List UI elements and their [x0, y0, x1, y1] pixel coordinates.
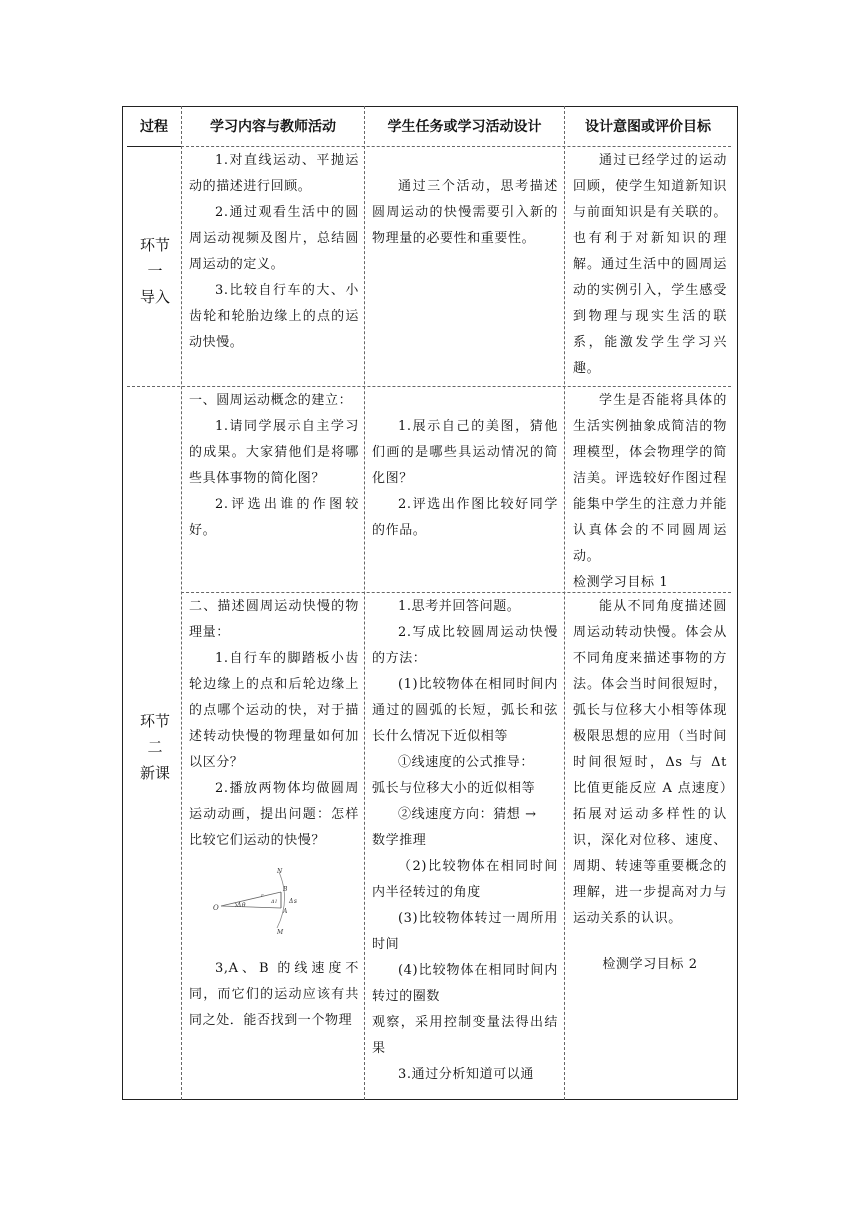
stage2-line1: 环节 [139, 712, 170, 730]
header-teacher-activity: 学习内容与教师活动 [210, 119, 336, 135]
stage2-part1-teacher-item: 1.请同学展示自主学习的成果。大家猜他们是将哪些具体事物的简化图？ [189, 419, 359, 486]
stage2-part1-student-item: 1.展示自己的美图，猜他们画的是哪些具运动情况的简化图？ [372, 419, 558, 486]
stage2-part1-student-item: 2.评选出作图比较好同学的作品。 [372, 497, 558, 538]
stage2-part2-teacher-continued: 3,A、B 的线速度不同，而它们的运动应该有共同之处．能否找到一个物理 [189, 961, 359, 1028]
row-rule-1 [127, 386, 731, 387]
stage1-teacher-item: 2.通过观看生活中的圆周运动视频及图片，总结圆周运动的定义。 [189, 205, 359, 272]
student-step: 2.写成比较圆周运动快慢的方法： [372, 625, 558, 666]
circle-arc-figure [211, 866, 307, 936]
stage2-part2-target: 检测学习目标 2 [602, 957, 698, 972]
stage1-teacher-item: 3.比较自行车的大、小齿轮和轮胎边缘上的点的运动快慢。 [189, 283, 359, 350]
stage1-intent-text: 通过已经学过的运动回顾，使学生知道新知识与前面知识是有关联的。也有利于对新知识的理解。通过生活中的圆周运动的实例引入，学生感受到物理与现实生活的联系，能激发学生学习兴趣。 [573, 153, 727, 376]
student-step-cont: 弧长与位移大小的近似相等 [372, 781, 536, 796]
col-divider-2 [364, 106, 365, 1100]
stage2-part1-teacher-title: 一、圆周运动概念的建立： [189, 393, 353, 408]
stage2-part1-teacher-cell [189, 388, 359, 544]
stage1-teacher-item: 1.对直线运动、平抛运动的描述进行回顾。 [189, 153, 359, 194]
stage2-part1-intent-text: 学生是否能将具体的生活实例抽象成简洁的物理模型，体会物理学的简洁美。评选较好作图过程能集中学生的注意力并能认真体会的不同圆周运动。 [573, 393, 727, 564]
stage2-line3: 新课 [139, 764, 170, 782]
stage2-part2-intent-cell [573, 594, 727, 978]
stage2-part2-teacher-title: 二、描述圆周运动快慢的物理量： [189, 599, 359, 640]
student-step: (1)比较物体在相同时间内通过的圆弧的长短，弧长和弦长什么情况下近似相等 [372, 677, 558, 744]
stage1-line2: 一 [147, 262, 163, 280]
stage1-line3: 导入 [139, 288, 170, 306]
radius-oa [221, 906, 281, 908]
stage2-line2: 二 [147, 738, 163, 756]
stage1-line1: 环节 [139, 236, 170, 254]
stage1-student-item: 通过三个活动，思考描述圆周运动的快慢需要引入新的物理量的必要性和重要性。 [372, 179, 558, 246]
student-step: （2)比较物体在相同时间内半径转过的角度 [372, 859, 558, 900]
stage2-part1-target: 检测学习目标 1 [573, 575, 669, 590]
header-design-intent: 设计意图或评价目标 [585, 119, 711, 135]
stage2-part2-intent-text: 能从不同角度描述圆周运动转动快慢。体会从不同角度来描述事物的方法。体会当时间很短时，弧长与位移大小相等体现极限思想的应用（当时间时间很短时，Δs 与 Δt 比值更能反应 A 点速度）拓展对运动多样性的认识，深化对位移、速度、周期、转速等重要概念的理解，进一步提高对力与运动关系的认识。 [573, 599, 727, 926]
student-step: ①线速度的公式推导： [398, 755, 535, 770]
label-r: r [261, 893, 264, 899]
student-step: 1.思考并回答问题。 [398, 599, 521, 614]
stage1-intent-cell [573, 148, 727, 382]
label-m: M [277, 929, 284, 936]
angular-displacement-diagram [211, 866, 359, 946]
header-rule-left [127, 146, 181, 147]
header-student-task: 学生任务或学习活动设计 [387, 119, 542, 135]
stage2-part2-teacher-item: 1.自行车的脚踏板小齿轮边缘上的点和后轮边缘上的点哪个运动的快，对于描述转动快慢的物理量如何加以区分？ [189, 651, 359, 770]
stage2-part1-intent-cell [573, 388, 727, 596]
stage1-label [127, 232, 183, 310]
table-grid [127, 106, 731, 1100]
student-step: 3.通过分析知道可以通 [398, 1067, 535, 1082]
label-o: O [213, 904, 220, 912]
stage1-student-cell [372, 174, 558, 252]
label-dl: Δl [271, 899, 278, 905]
stage2-part2-teacher-cell [189, 594, 359, 1034]
stage2-part2-student-cell [372, 594, 558, 1088]
stage1-teacher-cell [189, 148, 359, 356]
label-b: B [283, 886, 289, 893]
label-ds: Δs [289, 898, 298, 905]
student-step-cont: 观察，采用控制变量法得出结果 [372, 1015, 558, 1056]
stage2-label [127, 708, 183, 786]
stage2-part1-student-cell [372, 414, 558, 544]
student-step: (3)比较物体转过一周所用时间 [372, 911, 558, 952]
stage2-part1-teacher-item: 2.评选出谁的作图较好。 [189, 497, 359, 538]
header-rule [181, 146, 731, 147]
label-angle: Δθ [237, 902, 247, 909]
student-step-cont: 数学推理 [372, 833, 427, 848]
student-step: (4)比较物体在相同时间内转过的圈数 [372, 963, 558, 1004]
stage2-part2-teacher-item: 2.播放两物体均做圆周运动动画，提出问题：怎样比较它们运动的快慢？ [189, 781, 359, 848]
header-process: 过程 [140, 119, 168, 135]
student-step: ②线速度方向：猜想 → [398, 807, 537, 822]
col-divider-3 [564, 106, 565, 1100]
lesson-plan-table [122, 106, 738, 1100]
label-n: N [277, 868, 283, 875]
label-a: A [283, 908, 288, 915]
